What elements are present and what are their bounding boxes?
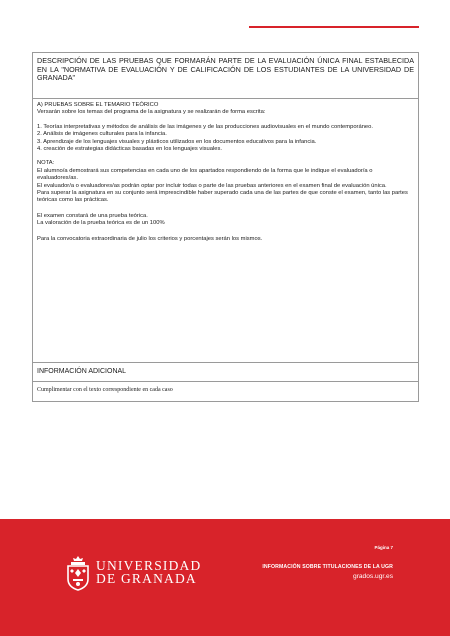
evaluation-title-text: DESCRIPCIÓN DE LAS PRUEBAS QUE FORMARÁN PARTE DE LA EVALUACIÓN ÚNICA FINAL ESTABLECIDA EN LA "NORMATIVA DE EVALUACIÓN Y DE CALIFICACIÓN DE LOS ESTUDIANTES DE LA UNIVERSIDAD DE GRANADA" [37,56,414,83]
note-item: Para superar la asignatura en su conjunto será imprescindible haber superado cada una de las partes de que conste el examen, tanto las partes teóricas como las prácticas. [37,190,408,204]
exam-line: El examen constará de una prueba teórica. [37,212,148,219]
topic-item: 2. Análisis de imágenes culturales para la infancia. [37,131,167,138]
section-heading: A) PRUEBAS SOBRE EL TEMARIO TEÓRICO [37,102,159,108]
exam-line: La valoración de la prueba teórica es de un 100% [37,220,165,227]
additional-info-heading [33,363,418,382]
university-crest-icon [65,555,91,591]
extraordinary-note: Para la convocatoria extraordinaria de julio los criterios y porcentajes serán los mismos. [37,235,263,242]
footer-info-title: INFORMACIÓN SOBRE TITULACIONES DE LA UGR [262,564,393,570]
header-red-rule [249,26,419,28]
university-name-line1: UNIVERSIDAD [96,558,202,573]
footer-band [0,519,450,636]
university-name-line2: DE GRANADA [96,571,197,586]
evaluation-description [33,99,418,363]
footer-website-link[interactable]: grados.ugr.es [353,573,393,580]
note-item: El evaluador/a o evaluadores/as podrán optar por incluir todas o parte de las pruebas anteriores en el examen final de evaluación única. [37,182,387,189]
note-label: NOTA: [37,160,55,167]
evaluation-title [33,53,418,99]
additional-info-body [33,382,418,401]
evaluation-table [32,52,419,402]
page-number: Página 7 [374,545,393,550]
intro-text: Versarán sobre los temas del programa de la asignatura y se realizarán de forma escrita: [37,109,266,116]
topic-item: 1. Teorías interpretativas y métodos de análisis de las imágenes y de las producciones audiovisuales en el mundo contemporáneo. [37,123,373,130]
topic-item: 3. Aprendizaje de los lenguajes visuales y plásticos utilizados en los documentos educativos para la infancia. [37,138,317,145]
note-item: El alumno/a demostrará sus competencias en cada uno de los apartados respondiendo de la forma que le indique el evaluador/a o evaluadores/as. [37,167,373,182]
additional-info-heading-text: INFORMACIÓN ADICIONAL [37,368,127,375]
topic-item: 4. creación de estrategias didácticas basadas en los lenguajes visuales. [37,146,222,153]
additional-info-text: Cumplimentar con el texto correspondiente en cada caso [37,387,173,393]
